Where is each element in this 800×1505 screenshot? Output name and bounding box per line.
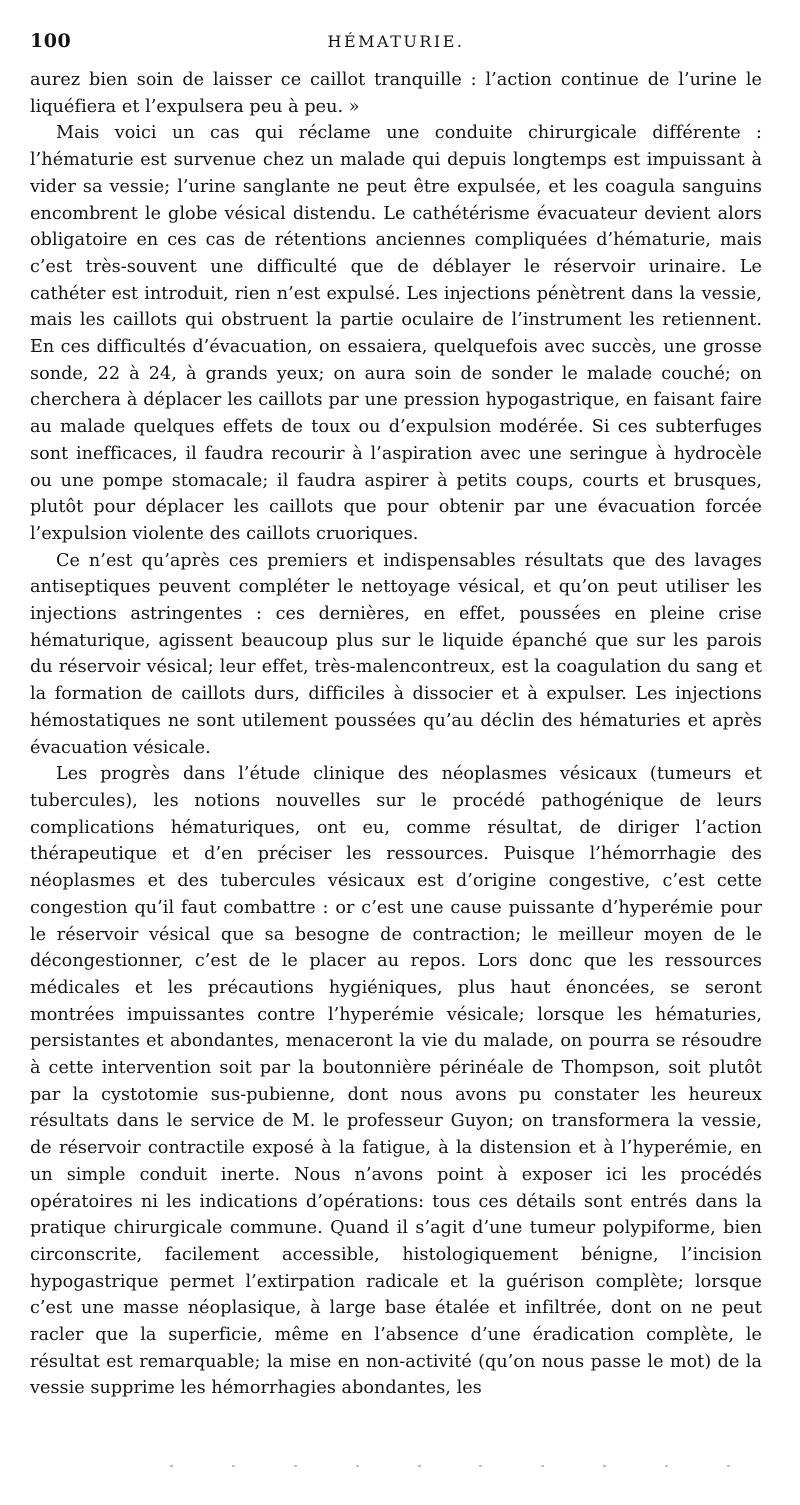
page-header <box>30 30 762 62</box>
book-page <box>30 30 762 1402</box>
print-speckle-decoration <box>170 1465 730 1471</box>
page-number: 100 <box>30 30 72 52</box>
paragraph-neoplasmes: Les progrès dans l’étude clinique des néoplasmes vésicaux (tumeurs et tubercules), les notions nouvelles sur le procédé pathogénique de leurs complications hématuriques, ont eu, comme résultat, de diriger l’action thérapeutique et d’en préciser les ressources. Puisque l’hémorrhagie des néoplasmes et des tubercules vésicaux est d’origine congestive, c’est cette congestion qu’il faut combattre : or c’est une cause puissante d’hyperémie pour le réservoir vésical que sa besogne de contraction; le meilleur moyen de le décongestionner, c’est de le placer au repos. Lors donc que les ressources médicales et les précautions hygiéniques, plus haut énoncées, se seront montrées impuissantes contre l’hyperémie vésicale; lorsque les hématuries, persistantes et abondantes, menaceront la vie du malade, on pourra se résoudre à cette intervention soit par la boutonnière périnéale de Thompson, soit plutôt par la cystotomie sus-pubienne, dont nous avons pu constater les heureux résultats dans le service de M. le professeur Guyon; on transformera la vessie, de réservoir contractile exposé à la fatigue, à la distension et à l’hyperémie, en un simple conduit inerte. Nous n’avons point à exposer ici les procédés opératoires ni les indications d’opérations: tous ces détails sont entrés dans la pratique chirurgicale commune. Quand il s’agit d’une tumeur polypiforme, bien circonscrite, facilement accessible, histologiquement bénigne, l’incision hypogastrique permet l’extirpation radicale et la guérison complète; lorsque c’est une masse néoplasique, à large base étalée et infiltrée, dont on ne peut racler que la superficie, même en l’absence d’une éradication complète, le résultat est remarquable; la mise en non-activité (qu’on nous passe le mot) de la vessie supprime les hémorrhagies abondantes, les <box>30 764 762 1399</box>
paragraph-lavages: Ce n’est qu’après ces premiers et indispensables résultats que des lavages antiseptiques peuvent compléter le nettoyage vésical, et qu’on peut utiliser les injections astringentes : ces dernières, en effet, poussées en pleine crise hématurique, agissent beaucoup plus sur le liquide épanché que sur les parois du réservoir vésical; leur effet, très-malencontreux, est la coagulation du sang et la formation de caillots durs, difficiles à dissocier et à expulser. Les injections hémostatiques ne sont utilement poussées qu’au déclin des hématuries et après évacuation vésicale. <box>30 550 762 758</box>
paragraph-catheterism: Mais voici un cas qui réclame une conduite chirurgicale différente : l’hématurie est survenue chez un malade qui depuis longtemps est impuissant à vider sa vessie; l’urine sanglante ne peut être expulsée, et les coagula sanguins encombrent le globe vésical distendu. Le cathétérisme évacuateur devient alors obligatoire en ces cas de rétentions anciennes compliquées d’hématurie, mais c’est très-souvent une difficulté que de déblayer le réservoir urinaire. Le cathéter est introduit, rien n’est expulsé. Les injections pénètrent dans la vessie, mais les caillots qui obstruent la partie oculaire de l’instrument les retiennent. En ces difficultés d’évacuation, on essaiera, quelquefois avec succès, une grosse sonde, 22 à 24, à grands yeux; on aura soin de sonder le malade couché; on cherchera à déplacer les caillots par une pression hypogastrique, en faisant faire au malade quelques effets de toux ou d’expulsion modérée. Si ces subterfuges sont inefficaces, il faudra recourir à l’aspiration avec une seringue à hydrocèle ou une pompe stomacale; il faudra aspirer à petits coups, courts et brusques, plutôt pour déplacer les caillots que pour obtenir par une évacuation forcée l’expulsion violente des caillots cruoriques. <box>30 123 762 544</box>
body-text <box>30 67 762 1402</box>
running-title: HÉMATURIE. <box>327 32 465 51</box>
paragraph-continuation: aurez bien soin de laisser ce caillot tranquille : l’action continue de l’urine le liquéfiera et l’expulsera peu à peu. » <box>30 70 762 117</box>
